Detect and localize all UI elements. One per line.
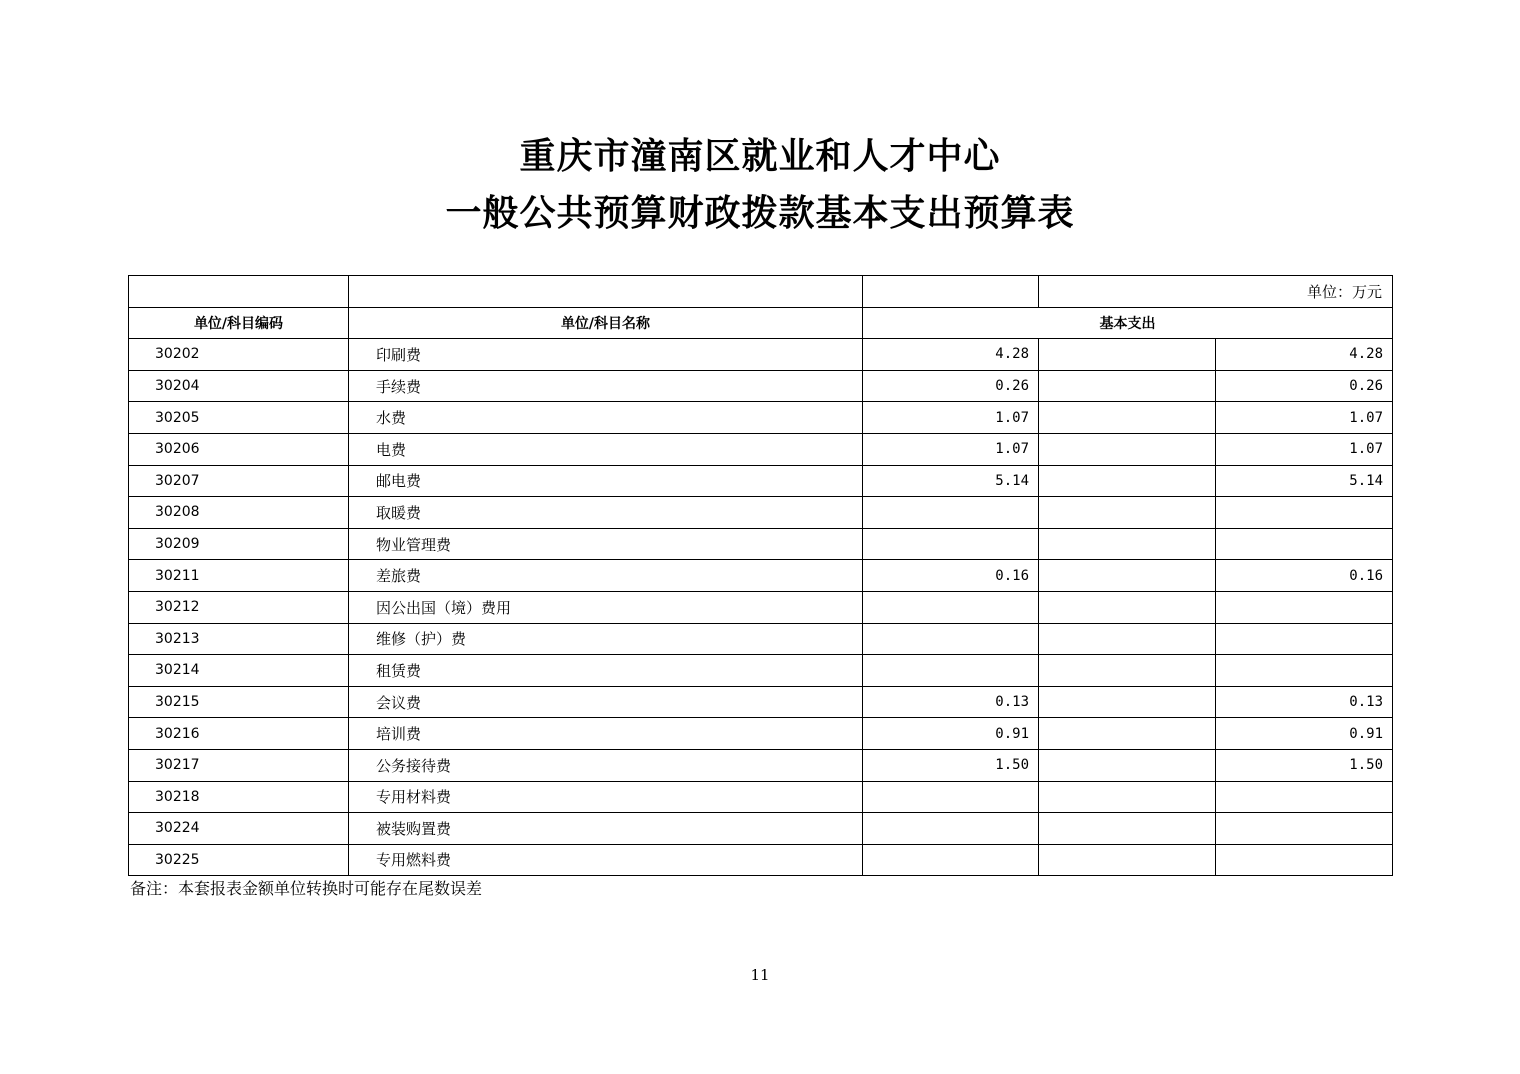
budget-table [128,275,1393,876]
table-row [129,370,1393,402]
table-row [129,781,1393,813]
row-value-mid [1039,591,1216,623]
table-row [129,433,1393,465]
remark-note: 备注：本套报表金额单位转换时可能存在尾数误差 [130,879,483,898]
row-name: 专用燃料费 [349,844,863,876]
row-name: 租赁费 [349,655,863,687]
row-name: 差旅费 [349,560,863,592]
page-title-line-2: 一般公共预算财政拨款基本支出预算表 [445,192,1075,234]
row-value-total [863,844,1039,876]
row-value-public: 5.14 [1216,465,1393,497]
table-row [129,497,1393,529]
row-value-mid [1039,623,1216,655]
row-code: 30224 [129,813,349,845]
row-value-mid [1039,497,1216,529]
row-code: 30208 [129,497,349,529]
row-value-total: 5.14 [863,465,1039,497]
row-value-total [863,528,1039,560]
row-name: 手续费 [349,370,863,402]
unit-row [129,276,1393,308]
row-code: 30206 [129,433,349,465]
row-value-total [863,623,1039,655]
table-row [129,686,1393,718]
row-value-mid [1039,655,1216,687]
row-value-mid [1039,370,1216,402]
row-code: 30216 [129,718,349,750]
table-row [129,623,1393,655]
row-value-total [863,591,1039,623]
row-value-public [1216,528,1393,560]
row-value-mid [1039,813,1216,845]
row-value-mid [1039,749,1216,781]
row-value-public: 0.26 [1216,370,1393,402]
row-name: 被装购置费 [349,813,863,845]
table-row [129,465,1393,497]
table-row [129,655,1393,687]
row-code: 30202 [129,339,349,371]
row-value-total [863,655,1039,687]
row-value-mid [1039,402,1216,434]
row-name: 电费 [349,433,863,465]
row-value-public [1216,497,1393,529]
row-name: 会议费 [349,686,863,718]
row-value-mid [1039,560,1216,592]
row-value-mid [1039,686,1216,718]
row-code: 30204 [129,370,349,402]
header-name: 单位/科目名称 [349,307,863,339]
row-name: 邮电费 [349,465,863,497]
row-value-mid [1039,781,1216,813]
page-title-line-1: 重庆市潼南区就业和人才中心 [519,135,1001,177]
row-name: 取暖费 [349,497,863,529]
table-row [129,749,1393,781]
row-value-mid [1039,718,1216,750]
table-row [129,528,1393,560]
row-value-total: 4.28 [863,339,1039,371]
table-row [129,718,1393,750]
row-value-public: 0.91 [1216,718,1393,750]
table-header-row [129,307,1393,339]
table-row [129,402,1393,434]
row-code: 30214 [129,655,349,687]
empty-cell [863,276,1039,308]
row-name: 因公出国（境）费用 [349,591,863,623]
row-value-public: 0.13 [1216,686,1393,718]
row-value-public: 1.07 [1216,402,1393,434]
row-value-total [863,781,1039,813]
table-row [129,560,1393,592]
row-value-mid [1039,339,1216,371]
row-code: 30205 [129,402,349,434]
row-value-total: 0.13 [863,686,1039,718]
row-name: 水费 [349,402,863,434]
row-name: 印刷费 [349,339,863,371]
row-value-total: 0.91 [863,718,1039,750]
row-value-public: 1.07 [1216,433,1393,465]
row-code: 30218 [129,781,349,813]
row-name: 培训费 [349,718,863,750]
table-row [129,813,1393,845]
row-code: 30213 [129,623,349,655]
row-value-public [1216,623,1393,655]
row-value-total: 0.16 [863,560,1039,592]
row-value-public [1216,844,1393,876]
page-number: 11 [750,966,770,984]
header-basic-expenditure: 基本支出 [863,307,1393,339]
row-code: 30211 [129,560,349,592]
row-name: 专用材料费 [349,781,863,813]
row-value-total: 0.26 [863,370,1039,402]
row-value-public: 1.50 [1216,749,1393,781]
row-code: 30207 [129,465,349,497]
empty-cell [349,276,863,308]
table-row [129,844,1393,876]
row-value-public: 0.16 [1216,560,1393,592]
row-name: 维修（护）费 [349,623,863,655]
row-code: 30209 [129,528,349,560]
row-value-public [1216,781,1393,813]
row-value-mid [1039,844,1216,876]
row-value-public [1216,813,1393,845]
row-value-public [1216,591,1393,623]
table-row [129,339,1393,371]
row-value-total: 1.07 [863,433,1039,465]
row-code: 30215 [129,686,349,718]
row-code: 30225 [129,844,349,876]
header-code: 单位/科目编码 [129,307,349,339]
row-value-total: 1.07 [863,402,1039,434]
row-name: 物业管理费 [349,528,863,560]
table-row [129,591,1393,623]
row-value-total [863,497,1039,529]
row-value-total [863,813,1039,845]
row-value-mid [1039,433,1216,465]
row-value-public: 4.28 [1216,339,1393,371]
row-value-mid [1039,465,1216,497]
row-value-mid [1039,528,1216,560]
row-code: 30212 [129,591,349,623]
row-name: 公务接待费 [349,749,863,781]
row-value-public [1216,655,1393,687]
unit-label: 单位：万元 [1039,276,1393,308]
row-code: 30217 [129,749,349,781]
empty-cell [129,276,349,308]
row-value-total: 1.50 [863,749,1039,781]
